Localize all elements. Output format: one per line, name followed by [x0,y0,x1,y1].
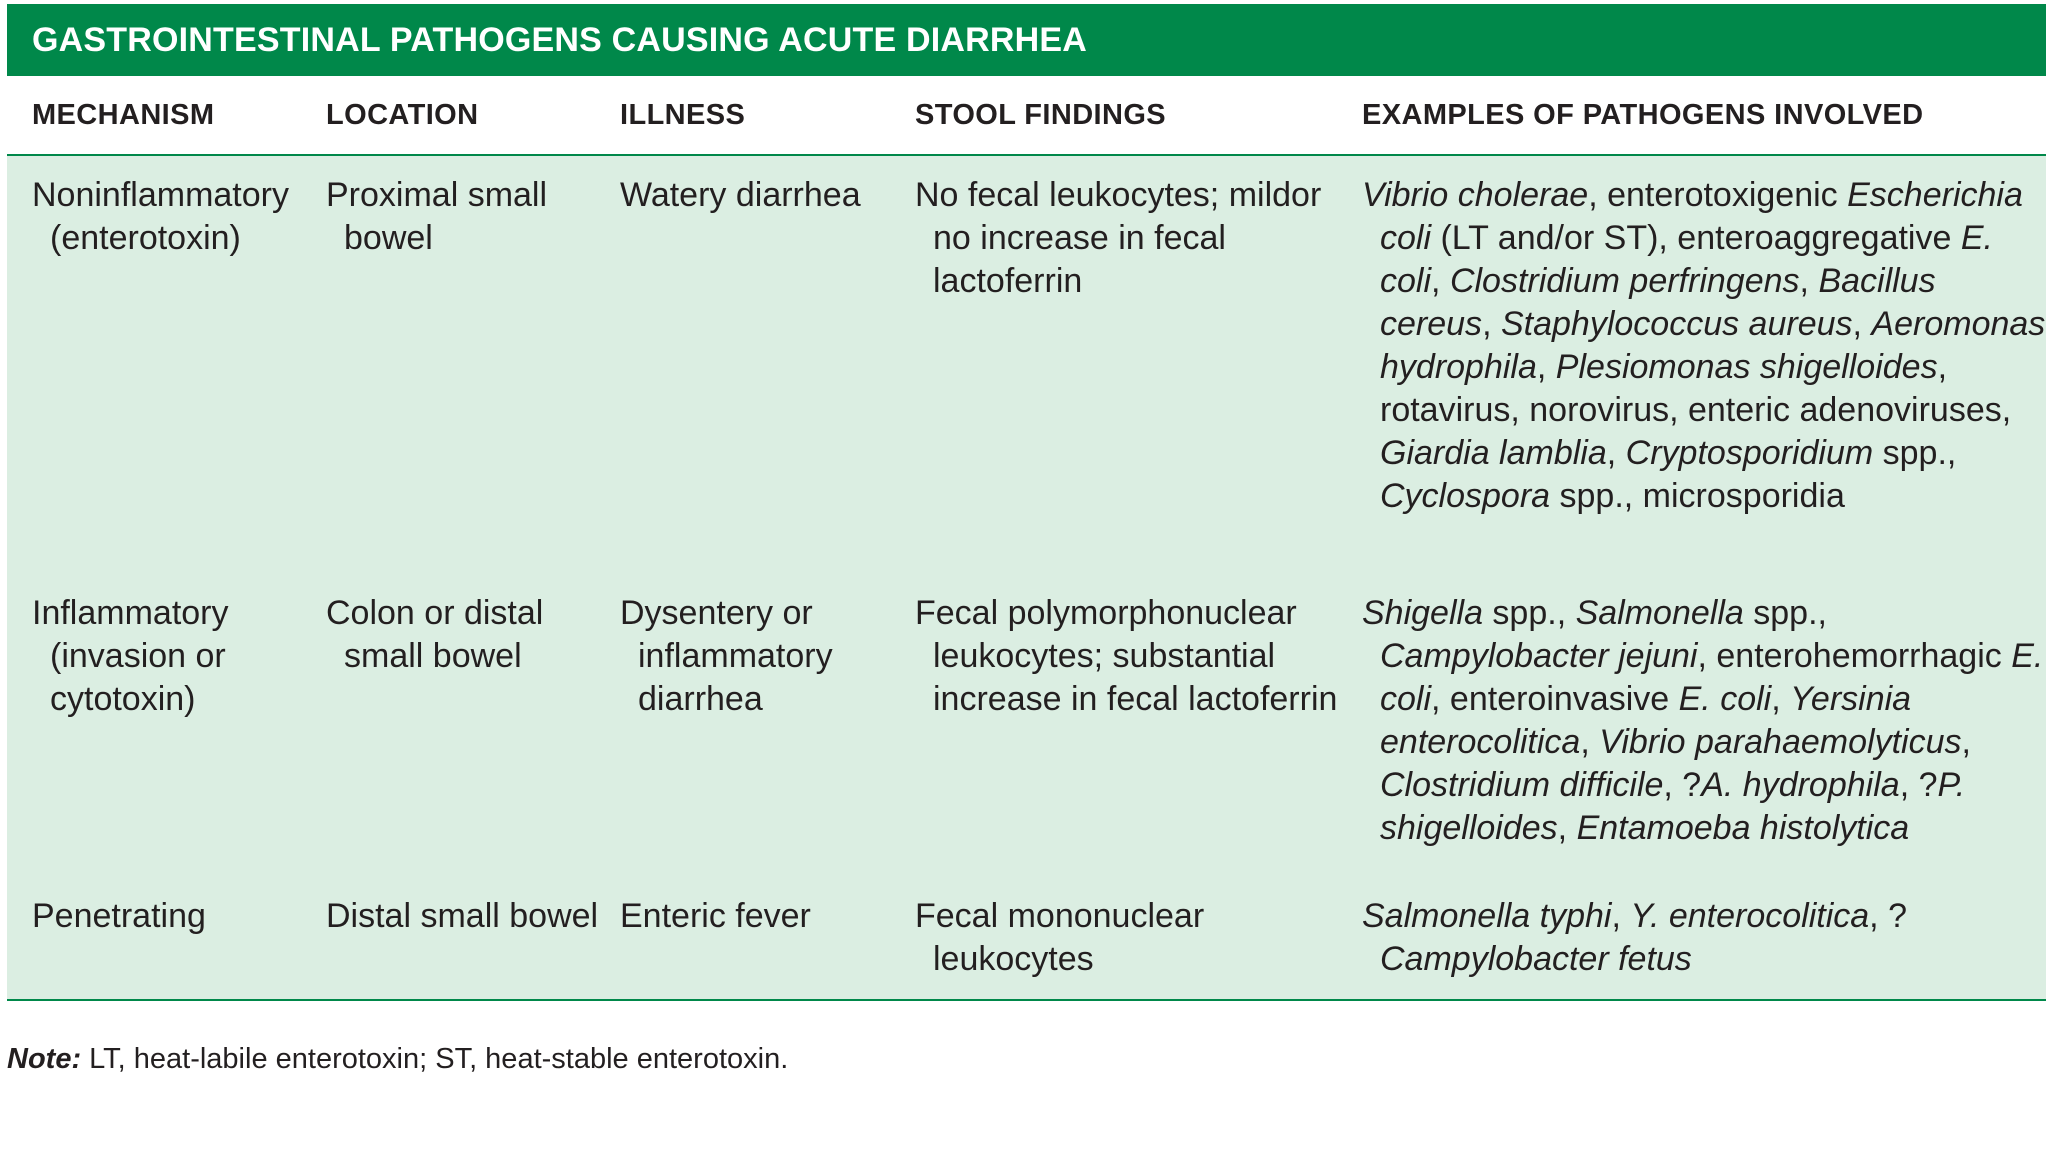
pathogen-examples-cell [1362,174,2046,518]
example-text: spp., [1482,594,1576,632]
example-text: , ? [1899,766,1938,804]
example-text: , [1852,305,1872,343]
pathogen-table [7,4,2046,1001]
pathogen-name: E. coli [1380,637,2044,718]
column-header-mechanism: MECHANISM [32,98,215,131]
pathogen-examples-cell [1362,592,2046,850]
example-text: , ? [1663,766,1702,804]
pathogen-name: Campylobacter fetus [1380,940,1692,978]
example-text: , enteroinvasive [1431,680,1679,718]
example-text: , rotavirus, norovirus, enteric adenoviruses, [1380,348,2012,429]
pathogen-name: E. coli [1380,219,1993,300]
table-body [7,76,2046,1001]
table-row [7,592,2046,895]
illness-cell: Enteric fever [620,897,811,935]
pathogen-name: Bacillus cereus [1380,262,1936,343]
mechanism-cell: Inflammatory (invasion or cytotoxin) [32,594,229,718]
column-header-examples: EXAMPLES OF PATHOGENS INVOLVED [1362,98,1924,131]
pathogen-name: Escherichia coli [1380,176,2023,257]
example-text: spp., microsporidia [1550,477,1845,515]
pathogen-name: Staphylococcus aureus [1500,305,1853,343]
pathogen-name: Giardia lamblia [1380,434,1607,472]
pathogen-name: Cyclospora [1380,477,1551,515]
pathogen-name: P. shigelloides [1380,766,1966,847]
table-row [7,156,2046,592]
location-cell: Proximal small bowel [326,176,548,257]
example-text: , enterohemorrhagic [1697,637,2012,675]
location-cell: Distal small bowel [326,897,599,935]
pathogen-name: E. coli [1678,680,1772,718]
column-header-stool-findings: STOOL FINDINGS [915,98,1167,131]
example-text: , [1961,723,1971,761]
example-text: spp., [1743,594,1827,632]
illness-cell: Watery diarrhea [620,176,861,214]
example-text: (LT and/or ST), enteroaggregative [1431,219,1961,257]
table-title-bar [7,4,2046,76]
example-text: , [1536,348,1556,386]
table-footnote [7,1043,788,1076]
pathogen-name: Shigella [1362,594,1483,632]
example-text: , [1557,809,1577,847]
example-text: , [1606,434,1626,472]
example-text: , [1580,723,1600,761]
example-text: , [1771,680,1791,718]
example-text: , [1482,305,1501,343]
example-text: , [1799,262,1819,300]
pathogen-name: Campylobacter jejuni [1380,637,1698,675]
pathogen-name: Salmonella [1575,594,1744,632]
pathogen-name: Y. enterocolitica [1630,897,1870,935]
pathogen-examples-cell [1362,895,2046,981]
location-cell: Colon or distal small bowel [326,594,544,675]
table-row [7,895,2046,999]
footnote-text: LT, heat-labile enterotoxin; ST, heat-stable enterotoxin. [81,1043,789,1075]
column-header-illness: ILLNESS [620,98,746,131]
mechanism-cell: Noninflammatory (enterotoxin) [32,176,289,257]
pathogen-name: Entamoeba histolytica [1576,809,1910,847]
example-text: , [1431,262,1450,300]
column-header-location: LOCATION [326,98,479,131]
illness-cell: Dysentery or inflammatory diarrhea [620,594,833,718]
pathogen-name: Plesiomonas shigelloides [1555,348,1938,386]
stool-findings-cell: Fecal polymorphonuclear leukocytes; substantial increase in fecal lactoferrin [915,594,1338,718]
column-header-row [7,76,2046,156]
pathogen-name: Vibrio cholerae [1362,176,1589,214]
pathogen-name: Yersinia enterocolitica [1380,680,1912,761]
pathogen-name: A. hydrophila [1701,766,1900,804]
stool-findings-cell: No fecal leukocytes; mildor no increase in fecal lactoferrin [915,176,1322,300]
stool-findings-cell: Fecal mononuclear leukocytes [915,897,1205,978]
pathogen-name: Clostridium difficile [1380,766,1664,804]
example-text: , ? [1869,897,1907,935]
example-text: , [1611,897,1631,935]
pathogen-name: Clostridium perfringens [1449,262,1800,300]
table-title: GASTROINTESTINAL PATHOGENS CAUSING ACUTE DIARRHEA [32,20,1088,59]
pathogen-name: Vibrio parahaemolyticus [1599,723,1962,761]
example-text: , enterotoxigenic [1588,176,1848,214]
example-text: spp., [1873,434,1957,472]
pathogen-name: Salmonella typhi [1362,897,1612,935]
pathogen-name: Aeromonas hydrophila [1380,305,2046,386]
footnote-label: Note: [7,1043,82,1075]
mechanism-cell: Penetrating [32,897,206,935]
pathogen-name: Cryptosporidium [1625,434,1874,472]
